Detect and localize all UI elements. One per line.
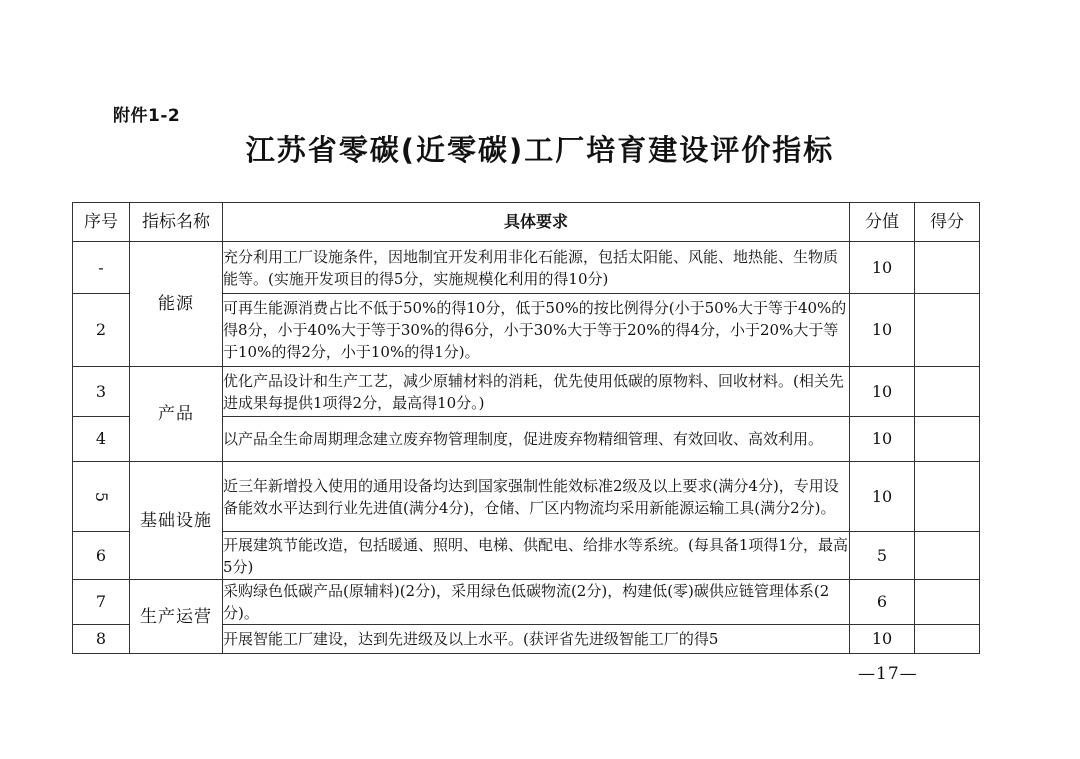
category-operation: 生产运营 [130,580,223,654]
evaluation-table [72,202,980,654]
row-index: - [73,242,130,294]
row-score: 10 [850,625,915,654]
row-score: 10 [850,417,915,462]
row-score: 10 [850,462,915,532]
row-requirement: 以产品全生命周期理念建立废弃物管理制度，促进废弃物精细管理、有效回收、高效利用。 [223,417,850,462]
row-score: 6 [850,580,915,625]
header-index: 序号 [73,203,130,242]
table-header-row [73,203,980,242]
row-obtained [915,580,980,625]
header-obtained: 得分 [915,203,980,242]
table-row [73,242,980,294]
document-title: 江苏省零碳(近零碳)工厂培育建设评价指标 [245,133,835,167]
row-score: 10 [850,367,915,417]
table-row [73,580,980,625]
header-requirement: 具体要求 [223,203,850,242]
row-index: 8 [73,625,130,654]
row-requirement: 优化产品设计和生产工艺，减少原辅材料的消耗，优先使用低碳的原物料、回收材料。(相关先进成果每提供1项得2分，最高得10分。) [223,367,850,417]
row-index: 2 [73,294,130,367]
row-requirement: 可再生能源消费占比不低于50%的得10分，低于50%的按比例得分(小于50%大于等于40%的得8分，小于40%大于等于30%的得6分，小于30%大于等于20%的得4分，小于20%大于等于10%的得2分，小于10%的得1分)。 [223,294,850,367]
category-energy: 能源 [130,242,223,367]
row-requirement: 开展智能工厂建设，达到先进级及以上水平。(获评省先进级智能工厂的得5 [223,625,850,654]
row-index: 7 [73,580,130,625]
table-row [73,462,980,532]
row-obtained [915,294,980,367]
row-index: 6 [73,532,130,580]
row-obtained [915,462,980,532]
row-score: 10 [850,294,915,367]
row-requirement: 开展建筑节能改造，包括暖通、照明、电梯、供配电、给排水等系统。(每具备1项得1分，最高5分) [223,532,850,580]
category-product: 产品 [130,367,223,462]
row-obtained [915,367,980,417]
row-index-rotated: 5 [92,491,111,502]
row-score: 10 [850,242,915,294]
category-infrastructure: 基础设施 [130,462,223,580]
header-indicator: 指标名称 [130,203,223,242]
row-index: 4 [73,417,130,462]
row-requirement: 采购绿色低碳产品(原辅料)(2分)，采用绿色低碳物流(2分)，构建低(零)碳供应链管理体系(2分)。 [223,580,850,625]
row-obtained [915,417,980,462]
row-index: 3 [73,367,130,417]
row-obtained [915,532,980,580]
row-obtained [915,625,980,654]
row-score: 5 [850,532,915,580]
row-requirement: 充分利用工厂设施条件，因地制宜开发利用非化石能源，包括太阳能、风能、地热能、生物质能等。(实施开发项目的得5分，实施规模化利用的得10分) [223,242,850,294]
table-row [73,367,980,417]
attachment-label: 附件1-2 [113,106,181,126]
row-obtained [915,242,980,294]
page-number: —17— [858,664,918,684]
header-score: 分值 [850,203,915,242]
row-index [73,462,130,532]
row-requirement: 近三年新增投入使用的通用设备均达到国家强制性能效标准2级及以上要求(满分4分)，专用设备能效水平达到行业先进值(满分4分)，仓储、厂区内物流均采用新能源运输工具(满分2分)。 [223,462,850,532]
